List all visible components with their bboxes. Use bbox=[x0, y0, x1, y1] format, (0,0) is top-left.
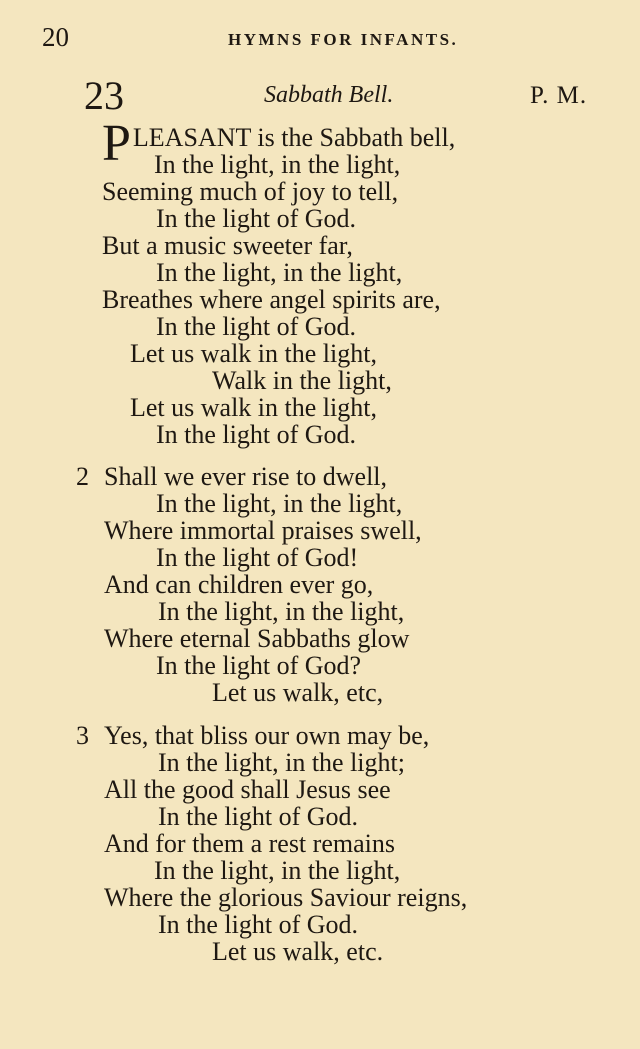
page-number: 20 bbox=[42, 22, 69, 52]
stanza-number: 3 bbox=[76, 721, 89, 750]
stanza-line: Where the glorious Saviour reigns, bbox=[104, 883, 468, 912]
running-title: HYMNS FOR INFANTS. bbox=[228, 30, 459, 49]
stanza-line: Let us walk, etc. bbox=[212, 937, 384, 966]
stanza-number: 2 bbox=[76, 462, 89, 491]
stanza-line: Yes, that bliss our own may be, bbox=[104, 721, 430, 750]
hymn-heading bbox=[84, 73, 604, 122]
hymn-meter: P. M. bbox=[530, 82, 588, 109]
stanza-line: In the light of God. bbox=[156, 204, 357, 233]
stanza-line: Walk in the light, bbox=[212, 366, 392, 395]
stanza-line: Shall we ever rise to dwell, bbox=[104, 462, 388, 491]
stanza-line: In the light, in the light; bbox=[158, 748, 405, 777]
stanza-line: Breathes where angel spirits are, bbox=[102, 285, 441, 314]
stanza-line: Let us walk, etc, bbox=[212, 678, 384, 707]
drop-cap: P bbox=[102, 115, 131, 172]
stanza-line: In the light of God. bbox=[158, 802, 359, 831]
stanza-line: In the light, in the light, bbox=[154, 856, 401, 885]
stanza-line: Where immortal praises swell, bbox=[104, 516, 422, 545]
stanza-line: In the light, in the light, bbox=[154, 150, 401, 179]
stanza-line: In the light of God. bbox=[156, 312, 357, 341]
stanza-line: In the light, in the light, bbox=[156, 489, 403, 518]
stanza-line: But a music sweeter far, bbox=[102, 231, 353, 260]
stanza-line: Let us walk in the light, bbox=[130, 339, 377, 368]
first-line-text: LEASANT is the Sabbath bell, bbox=[132, 123, 456, 152]
stanza-line: In the light of God! bbox=[156, 543, 359, 572]
stanza-line: In the light of God. bbox=[156, 420, 357, 449]
stanza-line: And for them a rest remains bbox=[104, 829, 395, 858]
stanza-line: In the light, in the light, bbox=[156, 258, 403, 287]
stanza-line: And can children ever go, bbox=[104, 570, 374, 599]
hymn-number: 23 bbox=[84, 73, 124, 118]
stanza-line: Seeming much of joy to tell, bbox=[102, 177, 399, 206]
stanza-line: Where eternal Sabbaths glow bbox=[104, 624, 410, 653]
stanza-line: In the light of God. bbox=[158, 910, 359, 939]
stanza-line: In the light of God? bbox=[156, 651, 362, 680]
stanza-line: Let us walk in the light, bbox=[130, 393, 377, 422]
hymn-title: Sabbath Bell. bbox=[264, 82, 394, 108]
stanza-line: All the good shall Jesus see bbox=[104, 775, 391, 804]
page-header bbox=[42, 22, 470, 56]
stanza-line: In the light, in the light, bbox=[158, 597, 405, 626]
